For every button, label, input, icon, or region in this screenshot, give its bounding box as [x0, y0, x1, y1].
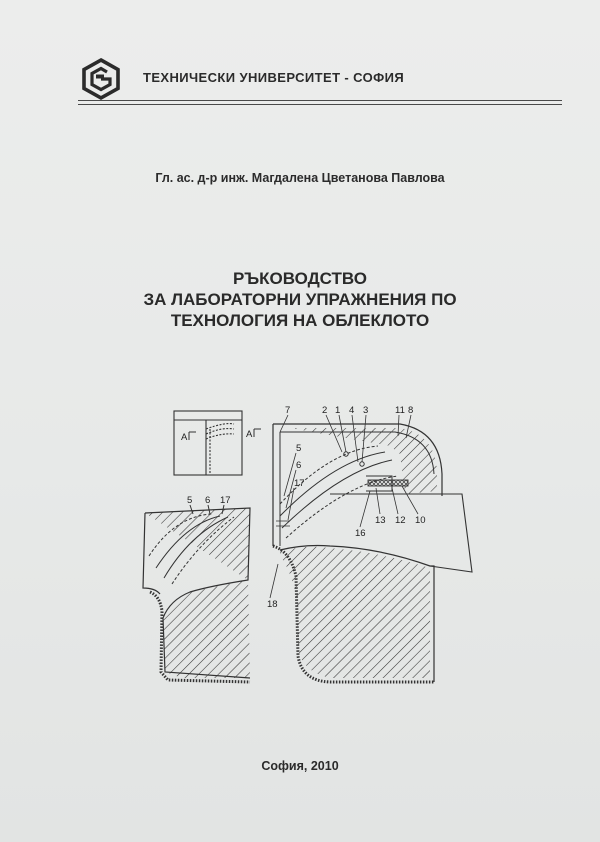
right-label-7: 7 — [285, 405, 291, 416]
left-garment-section — [143, 508, 250, 682]
title-line-3: ТЕХНОЛОГИЯ НА ОБЛЕКЛОТО — [170, 311, 430, 330]
right-label-17: 17 — [294, 478, 305, 489]
right-label-18: 18 — [267, 599, 278, 610]
left-label-5: 5 — [187, 495, 193, 506]
author-name: Гл. ас. д-р инж. Магдалена Цветанова Павлова — [155, 171, 445, 185]
title-line-1: РЪКОВОДСТВО — [233, 269, 367, 288]
university-name: ТЕХНИЧЕСКИ УНИВЕРСИТЕТ - СОФИЯ — [143, 70, 405, 85]
right-garment-section — [273, 424, 472, 682]
right-label-2: 2 — [322, 405, 328, 416]
section-label-a-left: А — [181, 432, 188, 443]
university-logo-icon — [79, 57, 123, 101]
right-label-12: 12 — [395, 515, 406, 526]
left-label-6: 6 — [205, 495, 211, 506]
title-line-2: ЗА ЛАБОРАТОРНИ УПРАЖНЕНИЯ ПО — [143, 290, 457, 309]
header-divider-bottom — [78, 104, 562, 105]
publication-place-year: София, 2010 — [261, 759, 339, 773]
book-title — [0, 268, 600, 331]
left-label-17: 17 — [220, 495, 231, 506]
section-label-a-right: А — [246, 429, 253, 440]
right-label-4: 4 — [349, 405, 355, 416]
garment-technical-drawing — [130, 396, 490, 696]
right-label-6: 6 — [296, 460, 302, 471]
right-label-13: 13 — [375, 515, 386, 526]
left-detail-view — [174, 411, 242, 475]
right-label-10: 10 — [415, 515, 426, 526]
right-label-11: 11 — [395, 405, 405, 416]
right-label-3: 3 — [363, 405, 369, 416]
header-divider-top — [78, 100, 562, 101]
right-label-5: 5 — [296, 443, 302, 454]
right-label-16: 16 — [355, 528, 366, 539]
right-label-1: 1 — [335, 405, 341, 416]
right-label-8: 8 — [408, 405, 414, 416]
